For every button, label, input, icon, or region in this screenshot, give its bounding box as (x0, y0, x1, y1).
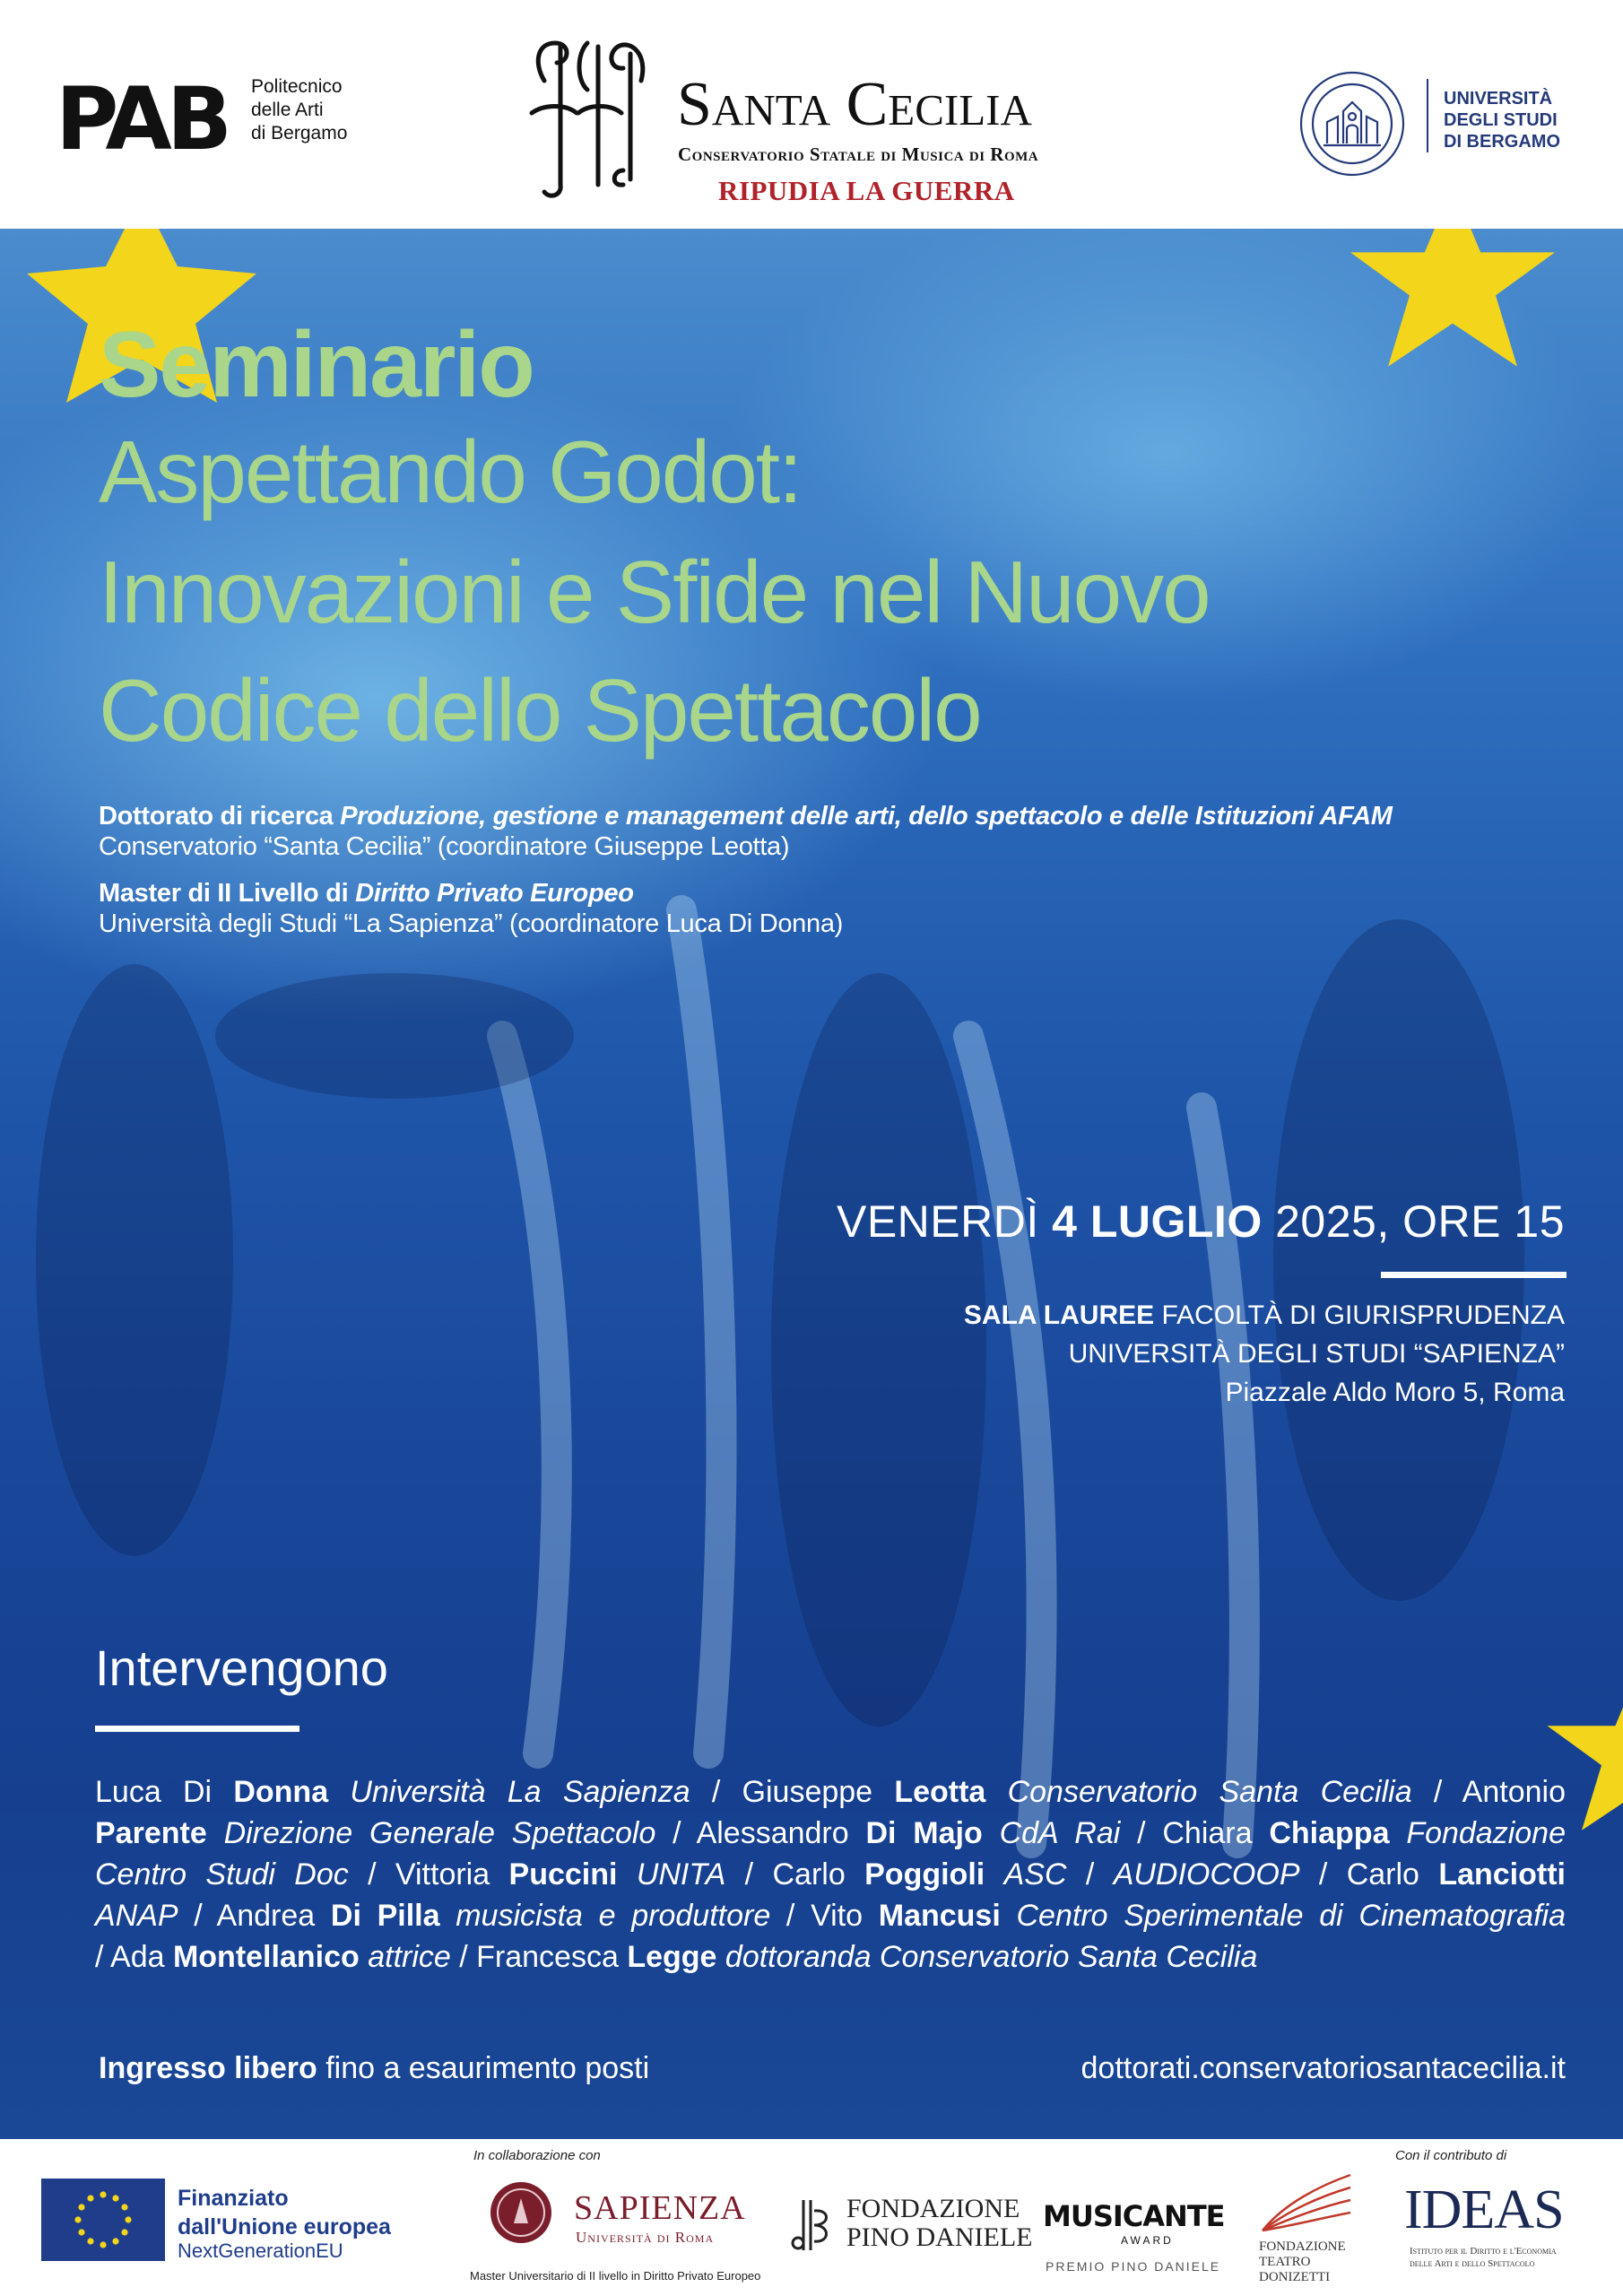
free-entry-rest: fino a esaurimento posti (325, 2051, 650, 2085)
header (0, 0, 1623, 229)
sapienza-name: SAPIENZA (574, 2189, 746, 2227)
pab-line: delle Arti (251, 100, 324, 120)
unibg-line: UNIVERSITÀ (1444, 89, 1553, 109)
dottorato-host: Conservatorio “Santa Cecilia” (coordinatore Giuseppe Leotta) (99, 832, 790, 861)
collaboration-label: In collaborazione con (473, 2148, 601, 2163)
event-date (837, 1196, 1565, 1248)
master-line (99, 878, 634, 909)
event-date-day-month: 4 LUGLIO (1052, 1196, 1263, 1247)
speaker-first-name: Luca Di (95, 1775, 234, 1809)
speaker-affiliation: attrice (368, 1940, 451, 1974)
sapienza-subtitle: Università di Roma (576, 2229, 715, 2246)
speaker-affiliation: Centro Sperimentale di Cinematografia (1016, 1899, 1566, 1933)
poster-body (0, 229, 1623, 2139)
ftd-line: DONIZETTI (1259, 2270, 1331, 2284)
speaker-surname: Legge (627, 1940, 717, 1974)
speaker-affiliation: Direzione Generale Spettacolo (223, 1816, 656, 1850)
speaker-affiliation: musicista e produttore (456, 1899, 771, 1933)
pab-name (251, 75, 347, 145)
speaker-surname: Lanciotti (1438, 1857, 1566, 1892)
speaker-surname: Di Majo (865, 1816, 983, 1850)
speaker-affiliation: Università La Sapienza (350, 1775, 690, 1809)
eu-funding-text (178, 2184, 391, 2241)
santa-cecilia-subtitle: Conservatorio Statale di Musica di Roma (678, 144, 1039, 165)
unibg-line: DI BERGAMO (1444, 132, 1560, 152)
website-link[interactable]: dottorati.conservatoriosantacecilia.it (1081, 2051, 1566, 2085)
speaker-surname: Poggioli (864, 1857, 985, 1892)
seminar-title-line: Codice dello Spettacolo (99, 661, 981, 760)
speaker-first-name: / Vito (770, 1899, 879, 1933)
speaker-first-name: / Alessandro (655, 1816, 866, 1850)
venue-room: SALA LAUREE (963, 1300, 1155, 1330)
unibg-name (1444, 88, 1560, 152)
pab-line: di Bergamo (251, 123, 348, 144)
eu-flag-icon (41, 2179, 165, 2261)
teatro-donizetti-name (1259, 2239, 1346, 2285)
seminar-title-line: Innovazioni e Sfide nel Nuovo (99, 543, 1210, 641)
eu-line: dall'Unione europea (178, 2214, 391, 2239)
musicante-award-label: AWARD (1121, 2234, 1174, 2247)
dottorato-lead: Dottorato di ricerca (99, 802, 334, 831)
speaker-affiliation: Fondazione (1406, 1816, 1566, 1850)
speaker-first-name: / Carlo (1299, 1857, 1439, 1892)
speaker-first-name: / Andrea (178, 1899, 331, 1933)
ftd-line: TEATRO (1259, 2255, 1311, 2269)
santa-cecilia-title: Santa Cecilia (677, 70, 1032, 139)
speaker-surname: Mancusi (878, 1899, 1001, 1933)
pino-daniele-clef-icon (787, 2193, 841, 2257)
speaker-surname: Puccini (508, 1857, 618, 1892)
speaker-surname: Leotta (894, 1775, 986, 1809)
event-year-time: 2025, ORE 15 (1275, 1196, 1565, 1247)
pab-logo: PAB (56, 69, 228, 170)
speaker-first-name: / Antonio (1411, 1775, 1566, 1809)
footer (0, 2139, 1623, 2296)
ideas-subtitle (1410, 2245, 1557, 2270)
speakers-line (95, 1854, 1566, 1895)
speaker-affiliation: ANAP (95, 1899, 178, 1933)
santa-cecilia-monogram-icon (525, 27, 650, 202)
speaker-separator: / (1066, 1857, 1114, 1892)
free-entry-bold: Ingresso libero (99, 2051, 317, 2085)
seminar-kicker: Seminario (99, 313, 534, 417)
master-host: Università degli Studi “La Sapienza” (coordinatore Luca Di Donna) (99, 909, 844, 938)
fondazione-pino-daniele-name (846, 2195, 1032, 2252)
unibg-line: DEGLI STUDI (1444, 110, 1558, 130)
sapienza-seal-icon (489, 2180, 553, 2245)
event-day: VENERDÌ (836, 1196, 1039, 1247)
seminar-title-line: Aspettando Godot: (99, 422, 802, 521)
musicante-subtitle: PREMIO PINO DANIELE (1046, 2259, 1221, 2274)
ftd-line: FONDAZIONE (1259, 2239, 1346, 2254)
speaker-first-name: / Francesca (450, 1940, 628, 1974)
venue-room-line (964, 1300, 1565, 1331)
ideas-line: Istituto per il Diritto e l'Economia (1410, 2246, 1557, 2257)
speaker-surname: Donna (233, 1775, 329, 1809)
venue-faculty: FACOLTÀ DI GIURISPRUDENZA (1161, 1300, 1565, 1330)
fpd-line: FONDAZIONE (846, 2194, 1020, 2223)
ripudia-la-guerra-slogan: RIPUDIA LA GUERRA (718, 175, 1015, 206)
unibg-separator (1427, 79, 1428, 152)
dottorato-title: Produzione, gestione e management delle arti, dello spettacolo e delle Istituzioni AFAM (340, 802, 1393, 831)
eu-nextgen: NextGenerationEU (178, 2239, 343, 2262)
speaker-first-name: / Carlo (725, 1857, 865, 1892)
speaker-affiliation: CdA Rai (999, 1816, 1121, 1850)
teatro-donizetti-mark-icon (1257, 2168, 1356, 2235)
speaker-surname: Parente (95, 1816, 207, 1850)
venue-university: UNIVERSITÀ DEGLI STUDI “SAPIENZA” (1068, 1339, 1565, 1369)
date-divider (1381, 1272, 1567, 1278)
speakers-list (95, 1771, 1566, 1978)
speaker-first-name: / Chiara (1120, 1816, 1270, 1850)
speakers-line (95, 1895, 1566, 1936)
fpd-line: PINO DANIELE (846, 2222, 1033, 2252)
speaker-first-name: / Ada (95, 1940, 173, 1974)
speakers-line (95, 1936, 1566, 1978)
venue-address: Piazzale Aldo Moro 5, Roma (1225, 1378, 1565, 1407)
speaker-surname: Di Pilla (330, 1899, 440, 1933)
ideas-name: IDEAS (1404, 2179, 1564, 2240)
master-title: Diritto Privato Europeo (355, 879, 634, 908)
speaker-affiliation: Conservatorio Santa Cecilia (1007, 1775, 1412, 1809)
speakers-line (95, 1771, 1566, 1813)
speakers-divider (95, 1726, 299, 1732)
speakers-heading: Intervengono (95, 1639, 388, 1696)
eu-line: Finanziato (178, 2186, 289, 2211)
speaker-affiliation: ASC (1003, 1857, 1067, 1892)
dottorato-line (99, 801, 1393, 831)
speaker-affiliation: AUDIOCOOP (1113, 1857, 1300, 1892)
free-entry-note (99, 2051, 649, 2086)
master-lead: Master di II Livello di (99, 879, 349, 908)
speaker-first-name: / Giuseppe (690, 1775, 895, 1809)
pab-line: Politecnico (251, 76, 343, 97)
speaker-affiliation: UNITA (636, 1857, 726, 1892)
sapienza-master-note: Master Universitario di II livello in Diritto Privato Europeo (470, 2269, 761, 2283)
ideas-line: delle Arti e dello Spettacolo (1410, 2258, 1535, 2269)
speakers-line (95, 1813, 1566, 1854)
speaker-surname: Montellanico (172, 1940, 360, 1974)
speaker-affiliation: Centro Studi Doc (95, 1857, 349, 1892)
speaker-affiliation: dottoranda Conservatorio Santa Cecilia (725, 1940, 1258, 1974)
musicante-award-name: MUSICANTE (1043, 2199, 1225, 2233)
unibg-seal-icon (1298, 70, 1406, 178)
speaker-first-name: / Vittoria (348, 1857, 509, 1892)
contribution-label: Con il contributo di (1395, 2148, 1507, 2163)
speaker-surname: Chiappa (1269, 1816, 1390, 1850)
